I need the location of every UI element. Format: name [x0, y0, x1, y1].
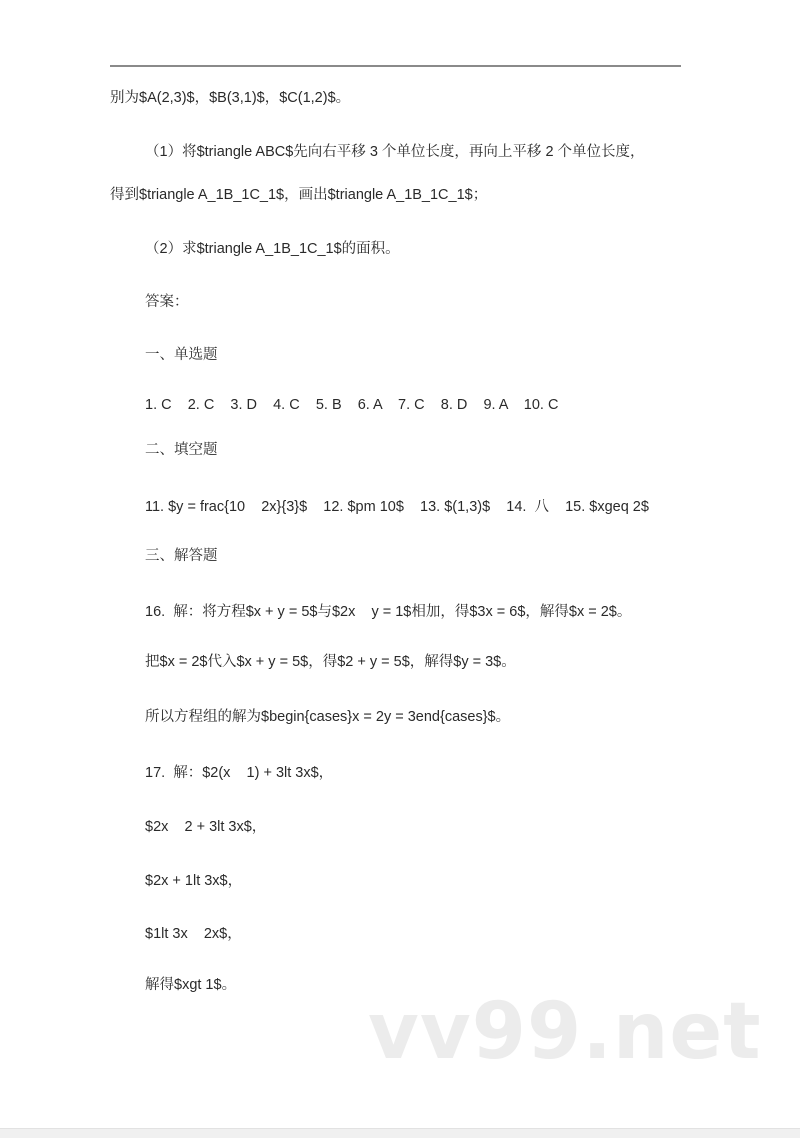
solution-17-line: $1lt 3x 2x$， [145, 926, 242, 942]
solution-17-line: 17. 解：$2(x 1) + 3lt 3x$， [145, 765, 334, 781]
watermark: vv99.net [368, 987, 762, 1077]
solution-16-line: 16. 解：将方程$x + y = 5$与$2x y = 1$相加，得$3x = 6$，解得$x = 2$。 [145, 604, 632, 620]
header-rule [110, 65, 681, 67]
solution-17-line: 解得$xgt 1$。 [145, 977, 237, 993]
solution-17-line: $2x + 1lt 3x$， [145, 873, 243, 889]
solution-16-line: 把$x = 2$代入$x + y = 5$，得$2 + y = 5$，解得$y = 3$。 [145, 654, 516, 670]
fill-blank-answers: 11. $y = frac{10 2x}{3}$ 12. $pm 10$ 13. $(1,3)$ 14. 八 15. $xgeq 2$ [145, 499, 649, 515]
solution-16-line: 所以方程组的解为$begin{cases}x = 2y = 3end{cases}$。 [145, 709, 511, 725]
section-heading-fill-blank: 二、填空题 [145, 442, 218, 458]
text-line: 别为$A(2,3)$，$B(3,1)$，$C(1,2)$。 [110, 90, 351, 106]
solution-17-line: $2x 2 + 3lt 3x$， [145, 819, 267, 835]
section-heading-single-choice: 一、单选题 [145, 347, 218, 363]
text-line: 得到$triangle A_1B_1C_1$，画出$triangle A_1B_1C_1$； [110, 187, 488, 203]
section-heading-solutions: 三、解答题 [145, 548, 218, 564]
answer-heading: 答案： [145, 294, 189, 310]
question-part-1: （1）将$triangle ABC$先向右平移 3 个单位长度，再向上平移 2 个单位长度， [145, 144, 645, 160]
single-choice-answers: 1. C 2. C 3. D 4. C 5. B 6. A 7. C 8. D 9. A 10. C [145, 397, 559, 413]
question-part-2: （2）求$triangle A_1B_1C_1$的面积。 [145, 241, 400, 257]
